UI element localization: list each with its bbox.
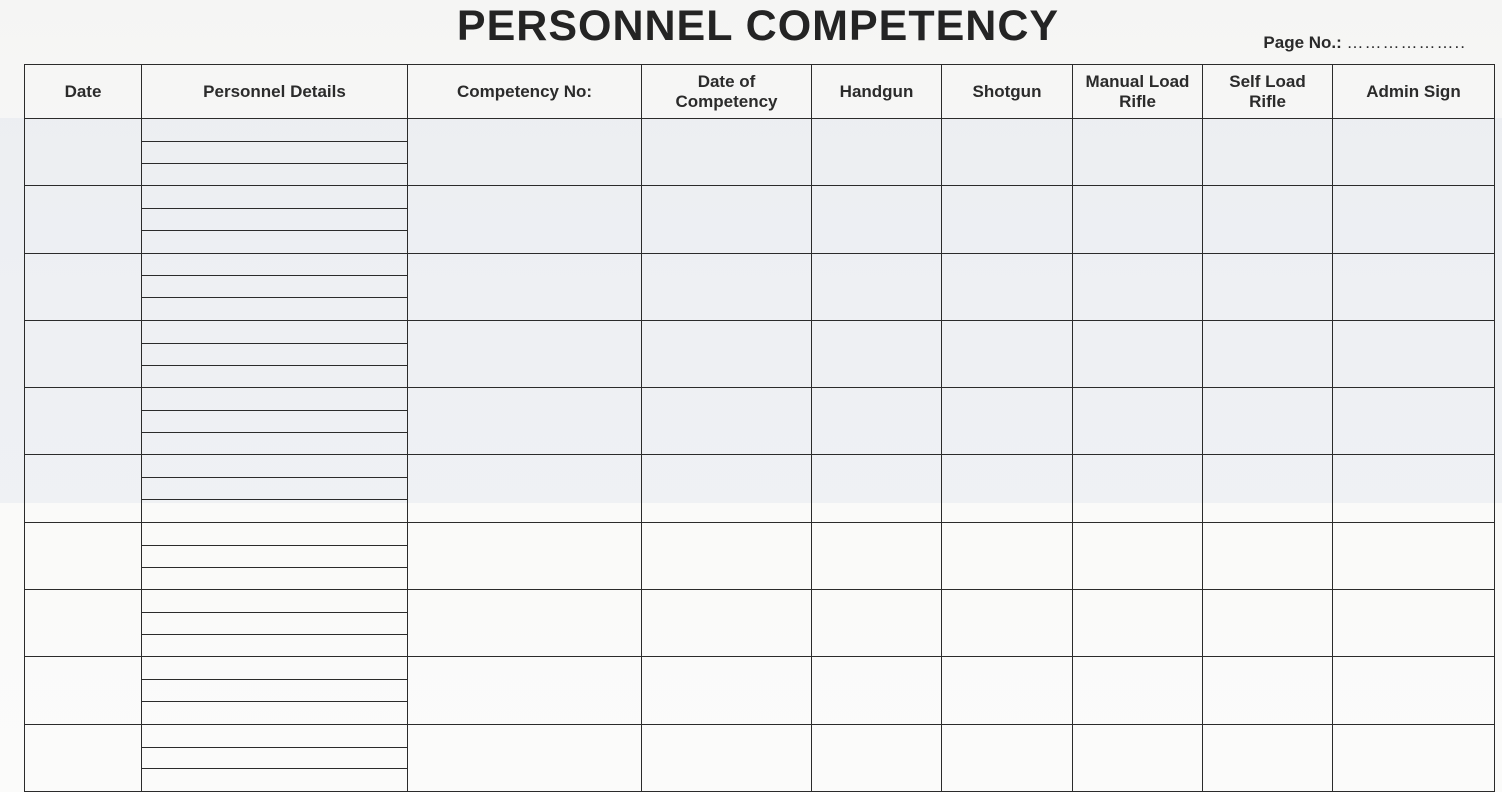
column-header-date-of-competency-label: Date of Competency	[675, 71, 778, 111]
column-header-handgun: Handgun	[812, 65, 942, 119]
details-subline	[142, 567, 407, 568]
handgun-cell[interactable]	[812, 253, 942, 320]
details-subline	[142, 768, 407, 769]
date-of-competency-cell[interactable]	[642, 455, 812, 522]
handgun-cell[interactable]	[812, 320, 942, 387]
manual-load-rifle-cell[interactable]	[1073, 388, 1203, 455]
date-cell[interactable]	[25, 724, 142, 791]
column-header-manual-load-rifle	[1073, 65, 1203, 119]
handgun-cell[interactable]	[812, 119, 942, 186]
manual-load-rifle-cell[interactable]	[1073, 590, 1203, 657]
personnel-details-cell[interactable]	[142, 657, 408, 724]
competency-no-cell[interactable]	[408, 657, 642, 724]
date-of-competency-cell[interactable]	[642, 253, 812, 320]
date-cell[interactable]	[25, 320, 142, 387]
column-header-competency-no: Competency No:	[408, 65, 642, 119]
column-header-shotgun: Shotgun	[942, 65, 1073, 119]
personnel-details-cell[interactable]	[142, 186, 408, 253]
shotgun-cell[interactable]	[942, 186, 1073, 253]
handgun-cell[interactable]	[812, 657, 942, 724]
table-row	[25, 455, 1495, 522]
shotgun-cell[interactable]	[942, 522, 1073, 589]
admin-sign-cell[interactable]	[1333, 388, 1495, 455]
date-of-competency-cell[interactable]	[642, 119, 812, 186]
manual-load-rifle-cell[interactable]	[1073, 253, 1203, 320]
handgun-cell[interactable]	[812, 590, 942, 657]
details-subline	[142, 208, 407, 209]
self-load-rifle-cell[interactable]	[1203, 388, 1333, 455]
competency-no-cell[interactable]	[408, 388, 642, 455]
column-header-admin-sign: Admin Sign	[1333, 65, 1495, 119]
admin-sign-cell[interactable]	[1333, 724, 1495, 791]
personnel-details-cell[interactable]	[142, 590, 408, 657]
personnel-details-cell[interactable]	[142, 119, 408, 186]
manual-load-rifle-cell[interactable]	[1073, 522, 1203, 589]
shotgun-cell[interactable]	[942, 657, 1073, 724]
shotgun-cell[interactable]	[942, 119, 1073, 186]
header-row	[25, 65, 1495, 119]
table-row	[25, 253, 1495, 320]
page-number-label: Page No.:	[1263, 33, 1342, 52]
personnel-details-cell[interactable]	[142, 724, 408, 791]
date-of-competency-cell[interactable]	[642, 320, 812, 387]
date-of-competency-cell[interactable]	[642, 657, 812, 724]
details-subline	[142, 410, 407, 411]
competency-no-cell[interactable]	[408, 253, 642, 320]
details-subline	[142, 141, 407, 142]
date-cell[interactable]	[25, 186, 142, 253]
details-subline	[142, 432, 407, 433]
manual-load-rifle-cell[interactable]	[1073, 320, 1203, 387]
date-of-competency-cell[interactable]	[642, 522, 812, 589]
table-row	[25, 320, 1495, 387]
table-row	[25, 522, 1495, 589]
date-of-competency-cell[interactable]	[642, 724, 812, 791]
column-header-personnel-details: Personnel Details	[142, 65, 408, 119]
manual-load-rifle-cell[interactable]	[1073, 455, 1203, 522]
form-title: PERSONNEL COMPETENCY	[456, 2, 1060, 50]
table-row	[25, 119, 1495, 186]
admin-sign-cell[interactable]	[1333, 657, 1495, 724]
admin-sign-cell[interactable]	[1333, 455, 1495, 522]
shotgun-cell[interactable]	[942, 253, 1073, 320]
personnel-details-cell[interactable]	[142, 320, 408, 387]
details-subline	[142, 612, 407, 613]
self-load-rifle-cell[interactable]	[1203, 590, 1333, 657]
column-header-self-load-rifle	[1203, 65, 1333, 119]
personnel-details-cell[interactable]	[142, 388, 408, 455]
shotgun-cell[interactable]	[942, 320, 1073, 387]
competency-no-cell[interactable]	[408, 724, 642, 791]
details-subline	[142, 365, 407, 366]
column-header-date-of-competency	[642, 65, 812, 119]
date-of-competency-cell[interactable]	[642, 388, 812, 455]
page-number	[1263, 33, 1466, 53]
competency-no-cell[interactable]	[408, 455, 642, 522]
manual-load-rifle-cell[interactable]	[1073, 119, 1203, 186]
date-cell[interactable]	[25, 119, 142, 186]
table-row	[25, 724, 1495, 791]
date-cell[interactable]	[25, 455, 142, 522]
table-row	[25, 590, 1495, 657]
shotgun-cell[interactable]	[942, 388, 1073, 455]
table-row	[25, 388, 1495, 455]
admin-sign-cell[interactable]	[1333, 253, 1495, 320]
details-subline	[142, 477, 407, 478]
details-subline	[142, 343, 407, 344]
details-subline	[142, 545, 407, 546]
admin-sign-cell[interactable]	[1333, 119, 1495, 186]
details-subline	[142, 163, 407, 164]
personnel-details-cell[interactable]	[142, 522, 408, 589]
date-cell[interactable]	[25, 657, 142, 724]
details-subline	[142, 634, 407, 635]
table-body	[25, 119, 1495, 792]
handgun-cell[interactable]	[812, 455, 942, 522]
competency-no-cell[interactable]	[408, 522, 642, 589]
self-load-rifle-cell[interactable]	[1203, 724, 1333, 791]
date-cell[interactable]	[25, 253, 142, 320]
competency-no-cell[interactable]	[408, 119, 642, 186]
shotgun-cell[interactable]	[942, 724, 1073, 791]
self-load-rifle-cell[interactable]	[1203, 522, 1333, 589]
competency-no-cell[interactable]	[408, 186, 642, 253]
details-subline	[142, 297, 407, 298]
admin-sign-cell[interactable]	[1333, 186, 1495, 253]
handgun-cell[interactable]	[812, 388, 942, 455]
date-of-competency-cell[interactable]	[642, 590, 812, 657]
admin-sign-cell[interactable]	[1333, 320, 1495, 387]
personnel-details-cell[interactable]	[142, 455, 408, 522]
table-row	[25, 186, 1495, 253]
self-load-rifle-cell[interactable]	[1203, 119, 1333, 186]
date-cell[interactable]	[25, 522, 142, 589]
details-subline	[142, 275, 407, 276]
column-header-self-load-rifle-label: Self Load Rifle	[1229, 71, 1306, 111]
details-subline	[142, 230, 407, 231]
manual-load-rifle-cell[interactable]	[1073, 657, 1203, 724]
table-row	[25, 657, 1495, 724]
self-load-rifle-cell[interactable]	[1203, 320, 1333, 387]
date-cell[interactable]	[25, 590, 142, 657]
handgun-cell[interactable]	[812, 186, 942, 253]
page-number-field[interactable]: ………………..	[1346, 33, 1466, 52]
details-subline	[142, 679, 407, 680]
details-subline	[142, 499, 407, 500]
self-load-rifle-cell[interactable]	[1203, 253, 1333, 320]
column-header-manual-load-rifle-label: Manual Load Rifle	[1085, 71, 1190, 111]
self-load-rifle-cell[interactable]	[1203, 186, 1333, 253]
handgun-cell[interactable]	[812, 724, 942, 791]
date-cell[interactable]	[25, 388, 142, 455]
manual-load-rifle-cell[interactable]	[1073, 186, 1203, 253]
self-load-rifle-cell[interactable]	[1203, 657, 1333, 724]
details-subline	[142, 747, 407, 748]
manual-load-rifle-cell[interactable]	[1073, 724, 1203, 791]
competency-no-cell[interactable]	[408, 590, 642, 657]
column-header-date: Date	[25, 65, 142, 119]
admin-sign-cell[interactable]	[1333, 590, 1495, 657]
handgun-cell[interactable]	[812, 522, 942, 589]
details-subline	[142, 701, 407, 702]
shotgun-cell[interactable]	[942, 590, 1073, 657]
self-load-rifle-cell[interactable]	[1203, 455, 1333, 522]
competency-table	[24, 64, 1495, 792]
date-of-competency-cell[interactable]	[642, 186, 812, 253]
admin-sign-cell[interactable]	[1333, 522, 1495, 589]
personnel-details-cell[interactable]	[142, 253, 408, 320]
competency-no-cell[interactable]	[408, 320, 642, 387]
shotgun-cell[interactable]	[942, 455, 1073, 522]
